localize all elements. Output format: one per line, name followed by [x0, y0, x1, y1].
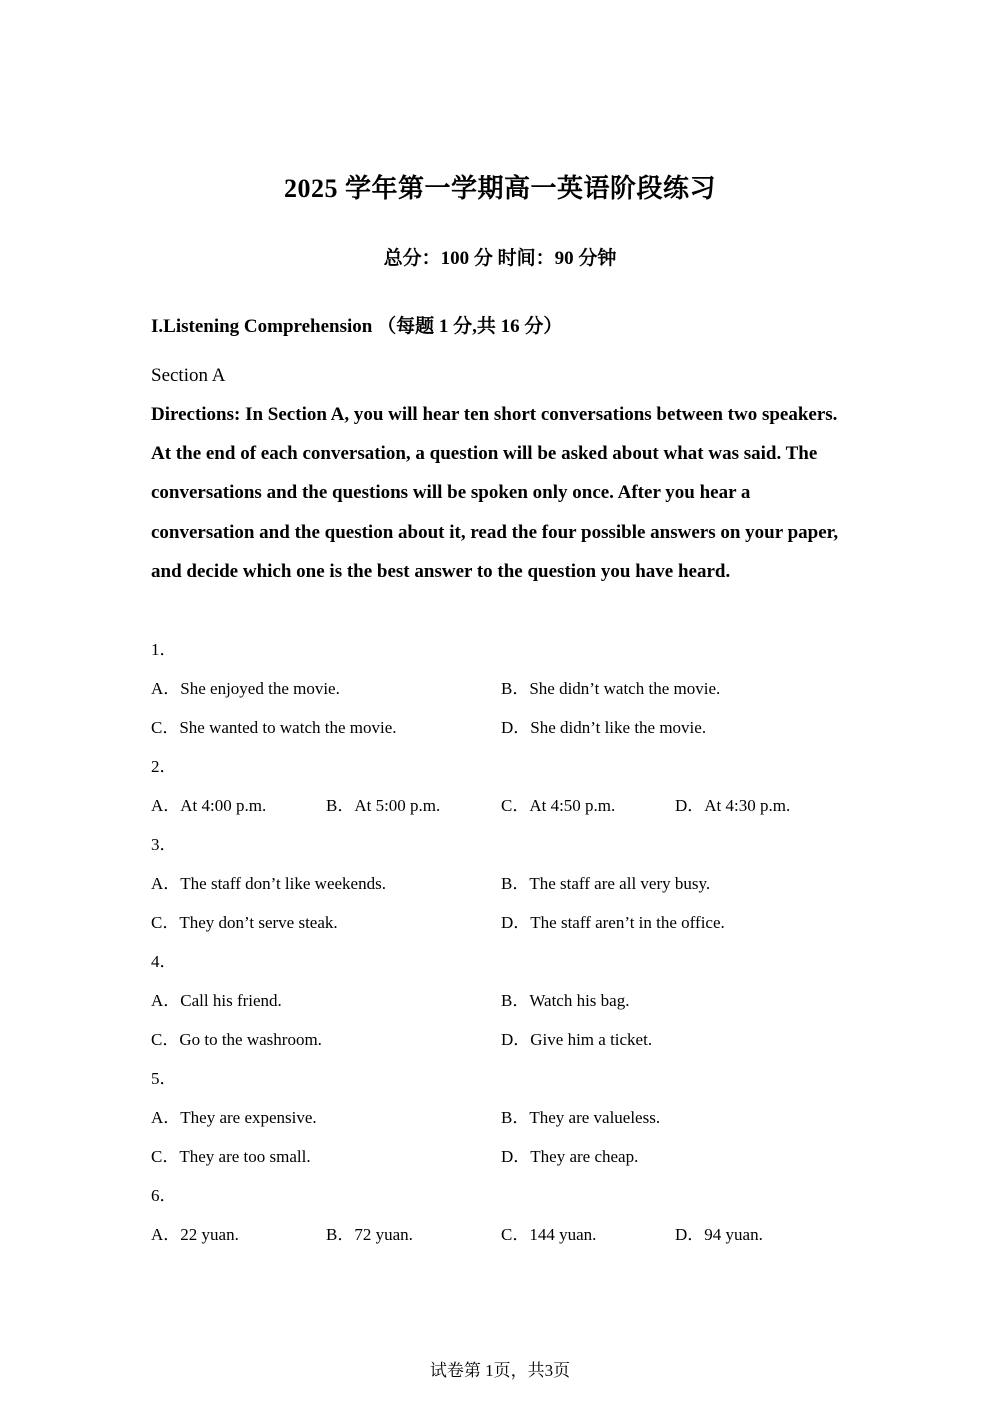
option-d: D．The staff aren’t in the office.: [501, 913, 725, 932]
option-c: C．They don’t serve steak.: [151, 913, 338, 932]
option-b: B．72 yuan.: [326, 1225, 413, 1244]
page-title: 2025 学年第一学期高一英语阶段练习: [283, 174, 716, 203]
option-row: [151, 903, 851, 942]
option-b: B．She didn’t watch the movie.: [501, 679, 721, 698]
option-c: C．Go to the washroom.: [151, 1030, 322, 1049]
option-b: B．The staff are all very busy.: [501, 874, 711, 893]
option-row: [151, 708, 851, 747]
option-d: D．They are cheap.: [501, 1147, 639, 1166]
option-b: B．They are valueless.: [501, 1108, 661, 1127]
option-row: [151, 786, 851, 825]
question-number: 3．: [151, 835, 177, 854]
question-number: 1．: [151, 640, 177, 659]
option-a: A．22 yuan.: [151, 1225, 239, 1244]
option-c: C．She wanted to watch the movie.: [151, 718, 397, 737]
option-row: [151, 864, 851, 903]
directions-text: Directions: In Section A, you will hear ten short conversations between two speakers. At the end of each conversation, a question will be asked about what was said. The conversations and the questions will be spoken only once. After you hear a conversation and the question about it, read the four possible answers on your paper, and decide which one is the best answer to the question you have heard.: [151, 404, 839, 582]
option-b: B．Watch his bag.: [501, 991, 630, 1010]
question-number: 6．: [151, 1186, 177, 1205]
option-a: A．They are expensive.: [151, 1108, 317, 1127]
option-b: B．At 5:00 p.m.: [326, 796, 441, 815]
option-c: C．They are too small.: [151, 1147, 311, 1166]
option-c: C．At 4:50 p.m.: [501, 796, 616, 815]
option-a: A．Call his friend.: [151, 991, 282, 1010]
section-label: Section A: [151, 365, 226, 386]
option-a: A．At 4:00 p.m.: [151, 796, 267, 815]
option-a: A．The staff don’t like weekends.: [151, 874, 386, 893]
option-d: D．She didn’t like the movie.: [501, 718, 707, 737]
option-d: D．94 yuan.: [675, 1225, 763, 1244]
option-row: [151, 1215, 851, 1254]
option-c: C．144 yuan.: [501, 1225, 597, 1244]
option-row: [151, 1020, 851, 1059]
exam-info: 总分：100 分 时间：90 分钟: [383, 248, 617, 269]
option-a: A．She enjoyed the movie.: [151, 679, 340, 698]
option-row: [151, 1098, 851, 1137]
option-row: [151, 1137, 851, 1176]
page-footer: 试卷第 1页，共3页: [429, 1361, 571, 1380]
option-d: D．At 4:30 p.m.: [675, 796, 791, 815]
question-number: 2．: [151, 757, 177, 776]
question-number: 4．: [151, 952, 177, 971]
question-list: [151, 630, 851, 1254]
option-d: D．Give him a ticket.: [501, 1030, 653, 1049]
question-number: 5．: [151, 1069, 177, 1088]
option-row: [151, 669, 851, 708]
part-heading: I.Listening Comprehension （每题 1 分,共 16 分）: [151, 316, 563, 337]
option-row: [151, 981, 851, 1020]
